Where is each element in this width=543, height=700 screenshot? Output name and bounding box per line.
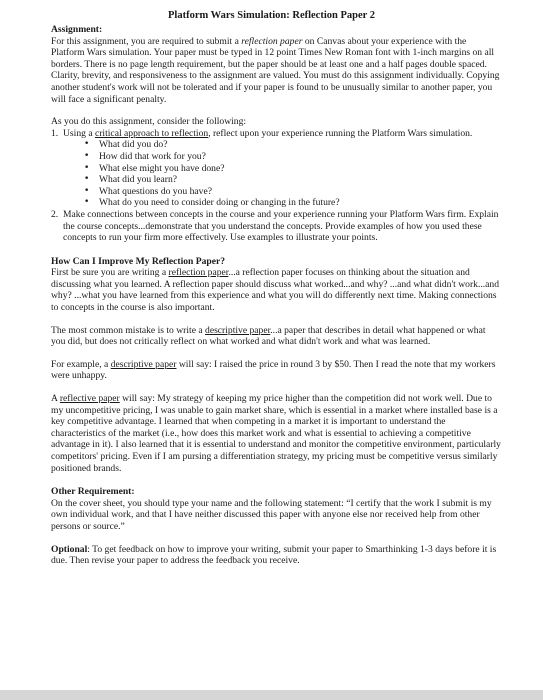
bullet-item: • How did that work for you? (99, 151, 501, 163)
item-number: 2. (51, 208, 59, 220)
improve-paragraph-3 (51, 359, 501, 382)
other-requirement-heading: Other Requirement: (51, 486, 135, 498)
consider-intro: As you do this assignment, consider the following: (51, 116, 247, 128)
bullet-item: • What did you learn? (99, 174, 501, 186)
improve-heading: How Can I Improve My Reflection Paper? (51, 255, 226, 267)
item2-text: Make connections between concepts in the course and your experience running your Platform Wars firm. Explain the course concepts...demonstrate that you understand the concepts. Provide examples of how you used these concepts to run your firm more effectively. Use examples to illustrate your points. (63, 208, 499, 244)
document-body (51, 24, 501, 567)
assignment-emphasis: reflection paper (241, 35, 303, 47)
question-bullets (63, 139, 501, 209)
item1-text-b: , reflect upon your experience running the Platform Wars simulation. (208, 127, 473, 139)
improve-p2-text-a: The most common mistake is to write a (51, 324, 206, 336)
bullet-item: • What do you need to consider doing or changing in the future? (99, 197, 501, 209)
consider-item-2 (51, 208, 501, 244)
assignment-heading: Assignment: (51, 24, 103, 35)
bullet-item: • What questions do you have? (99, 186, 501, 198)
improve-p1-text-a: First be sure you are writing a (51, 267, 169, 279)
bullet-item: • What else might you have done? (99, 163, 501, 175)
improve-p3-text-b: will say: I raised the price in round 3 by $50. Then I read the note that my workers were unhappy. (51, 358, 496, 382)
item1-text-a: Using a (63, 127, 95, 139)
improve-p4-text-b: will say: My strategy of keeping my price higher than the competition did not work well. Due to my uncompetitive pricing, I was unable to gain market share, which is essential in a market where installed base is a key competitive advantage. I learned that when competing in a market it is important to understand the characteristics of the market (i.e., how does this market work and what is essential to achieving a competitive advantage in it). I also learned that it is essential to understand and monitor the competitive environment, particularly competitors' pricing. Even if I am pursing a differentiation strategy, my pricing must be competitive versus similarly positioned brands. (51, 393, 501, 474)
consider-list (51, 128, 501, 244)
improve-p2-text-b: ...a paper that describes in detail what happened or what you did, but does not critically reflect on what worked and what didn't work and what was learned. (51, 324, 486, 348)
bullet-item: • What did you do? (99, 139, 501, 151)
optional-label: Optional (51, 543, 88, 555)
page-title: Platform Wars Simulation: Reflection Paper 2 (168, 10, 375, 21)
improve-p1-text-b: ...a reflection paper focuses on thinking about the situation and discussing what you learned. A reflection paper should discuss what worked...and why? ...and what didn't work...and why? ...what you have learned from this experience and what you will do differently next time. Making connections to concepts in the course is also important. (51, 267, 500, 314)
optional-text: : To get feedback on how to improve your writing, submit your paper to Smarthinking 1-3 days before it is due. Then revise your paper to address the feedback you receive. (51, 543, 497, 567)
improve-paragraph-2 (51, 325, 501, 348)
consider-item-1 (51, 127, 501, 209)
descriptive-paper-link[interactable]: descriptive paper (205, 324, 271, 336)
improve-p3-text-a: For example, a (51, 358, 111, 370)
reflection-paper-link[interactable]: reflection paper (168, 267, 229, 279)
assignment-text-a: For this assignment, you are required to submit a (51, 35, 242, 47)
critical-approach-link[interactable]: critical approach to reflection (94, 127, 209, 139)
viewer-bottom-bar (0, 690, 543, 700)
descriptive-paper-link-2[interactable]: descriptive paper (110, 358, 177, 370)
optional-paragraph (51, 544, 501, 567)
reflective-paper-link[interactable]: reflective paper (59, 393, 120, 405)
improve-p4-text-a: A (51, 393, 60, 405)
other-requirement-text: On the cover sheet, you should type your name and the following statement: “I certify that the work I submit is my own individual work, and that I have neither discussed this paper with anyone else nor received help from other persons or source.” (51, 497, 492, 532)
improve-paragraph-1 (51, 267, 501, 313)
assignment-text-b: on Canvas about your experience with the Platform Wars simulation. Your paper must be typed in 12 point Times New Roman font with 1-inch margins on all borders. There is no page length requirement, but the paper should be at least one and a half pages double spaced. Clarity, brevity, and responsiveness to the assignment are valued. You must do this assignment individually. Copying another student's work will not be tolerated and if your paper is found to be unusually similar to another paper, you will face a significant penalty. (51, 35, 500, 105)
assignment-paragraph (51, 36, 501, 106)
item-number: 1. (51, 127, 59, 139)
improve-paragraph-4 (51, 393, 501, 474)
